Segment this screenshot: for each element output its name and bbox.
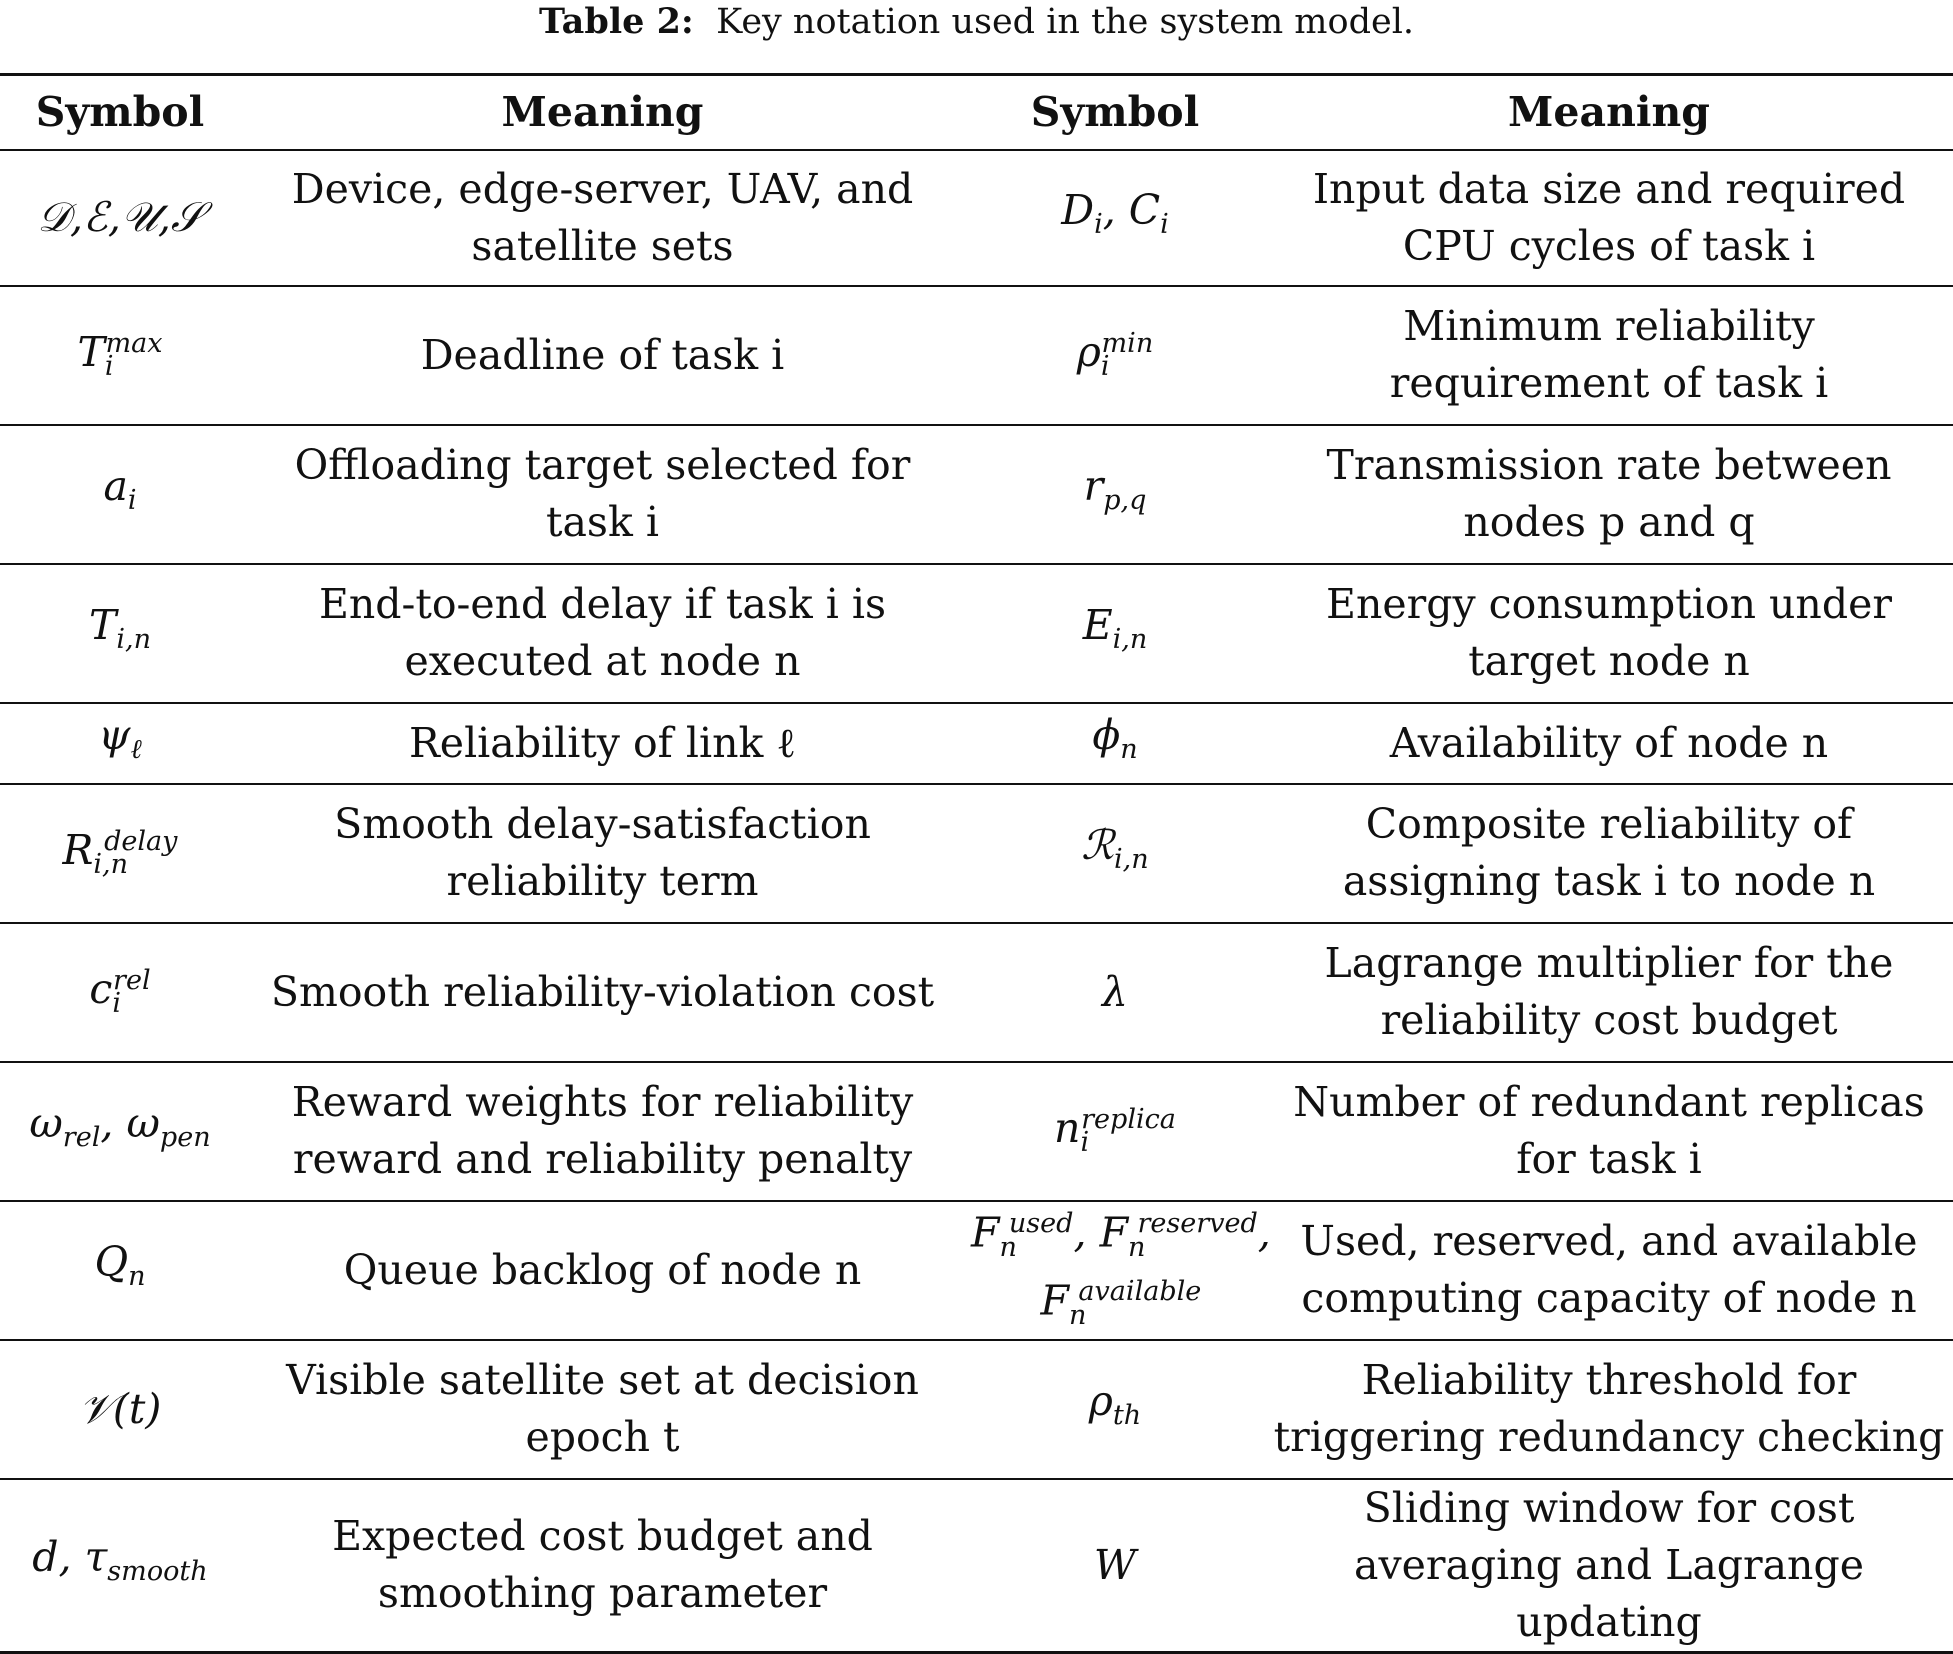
meaning-cell: Reward weights for reliability reward and reliability penalty	[291, 1078, 914, 1183]
math-symbol: 𝒱(t)	[78, 1384, 162, 1433]
table-row	[0, 784, 1953, 923]
table-row	[0, 286, 1953, 425]
math-symbol: $a_i$	[103, 462, 137, 517]
symbol-cell	[965, 1062, 1265, 1201]
table-row	[0, 1201, 1953, 1340]
math-symbol: $\phi_n$	[1092, 711, 1138, 766]
math-symbol: $c_i^{rel}$	[89, 964, 151, 1020]
symbol-cell	[0, 1201, 240, 1340]
math-symbol: $Q_n$	[94, 1238, 146, 1293]
table-caption	[0, 0, 1953, 44]
symbol-cell	[965, 703, 1265, 784]
header-symbol-1: Symbol	[35, 88, 205, 137]
symbol-cell	[0, 784, 240, 923]
math-symbol: $T_{i,n}$	[88, 601, 152, 656]
math-symbol: d, $\tau_{smooth}$	[32, 1533, 208, 1588]
symbol-cell	[965, 564, 1265, 703]
meaning-cell: Deadline of task i	[420, 330, 785, 379]
meaning-cell: End-to-end delay if task i is executed at node n	[318, 580, 887, 685]
meaning-cell: Availability of node n	[1389, 718, 1829, 767]
table-row	[0, 1479, 1953, 1653]
math-symbol: $\rho_i^{min}$	[1076, 327, 1154, 383]
symbol-cell	[0, 923, 240, 1062]
meaning-cell: Input data size and required CPU cycles of task i	[1312, 164, 1906, 270]
table-row	[0, 703, 1953, 784]
symbol-cell	[965, 286, 1265, 425]
symbol-cell	[965, 1479, 1265, 1653]
header-meaning-1: Meaning	[501, 88, 704, 137]
meaning-cell: Sliding window for cost averaging and Lagrange updating	[1354, 1483, 1864, 1646]
math-symbol: 𝒟,ℰ,𝒰,𝒮	[37, 193, 203, 241]
symbol-cell	[0, 150, 240, 286]
table-row	[0, 1062, 1953, 1201]
meaning-cell: Used, reserved, and available computing capacity of node n	[1300, 1217, 1918, 1322]
meaning-cell: Energy consumption under target node n	[1326, 580, 1892, 685]
meaning-cell: Queue backlog of node n	[343, 1245, 862, 1294]
meaning-cell: Reliability threshold for triggering redundancy checking	[1273, 1356, 1945, 1461]
table-row	[0, 923, 1953, 1062]
table-header-row	[0, 75, 1953, 150]
symbol-cell	[0, 286, 240, 425]
table-caption-label: Table 2:	[538, 1, 694, 42]
symbol-cell	[0, 1062, 240, 1201]
math-symbol: $R_{i,n}^{delay}$	[62, 825, 178, 881]
symbol-cell	[0, 1479, 240, 1653]
symbol-cell	[0, 564, 240, 703]
symbol-cell	[965, 923, 1265, 1062]
math-symbol: $E_{i,n}$	[1082, 601, 1148, 656]
meaning-cell: Smooth reliability-violation cost	[270, 967, 935, 1016]
math-symbol: $n_i^{replica}$	[1054, 1103, 1176, 1159]
table-caption-text: Key notation used in the system model.	[716, 2, 1415, 42]
symbol-cell	[0, 1340, 240, 1479]
table-row	[0, 564, 1953, 703]
math-symbol: $\psi_\ell$	[98, 711, 142, 766]
meaning-cell: Visible satellite set at decision epoch t	[286, 1356, 919, 1461]
meaning-cell: Minimum reliability requirement of task i	[1389, 302, 1829, 407]
symbol-cell	[965, 1201, 1271, 1340]
symbol-cell	[0, 703, 240, 784]
table-row	[0, 150, 1953, 286]
math-symbol: λ	[1102, 967, 1128, 1016]
math-symbol: ℛ$_{i,n}$	[1081, 821, 1149, 876]
meaning-cell: Reliability of link ℓ	[408, 718, 797, 767]
table-row	[0, 425, 1953, 564]
symbol-cell	[965, 784, 1265, 923]
symbol-cell	[965, 425, 1265, 564]
math-symbol: $D_i$, $C_i$	[1061, 185, 1169, 241]
notation-table	[0, 73, 1953, 1654]
meaning-cell: Composite reliability of assigning task i to node n	[1342, 800, 1876, 905]
symbol-cell	[965, 150, 1265, 286]
header-meaning-2: Meaning	[1508, 88, 1710, 137]
math-symbol: $\omega_{rel}$, $\omega_{pen}$	[29, 1099, 211, 1154]
math-symbol: $F_n^{used}$, $F_n^{reserved}$, $F_n^{available}$	[971, 1208, 1271, 1331]
math-symbol: W	[1093, 1540, 1137, 1589]
meaning-cell: Offloading target selected for task i	[294, 441, 911, 546]
math-symbol: $T_i^{max}$	[77, 327, 163, 383]
header-symbol-2: Symbol	[1030, 88, 1200, 137]
symbol-cell	[0, 425, 240, 564]
meaning-cell: Device, edge-server, UAV, and satellite sets	[291, 164, 914, 270]
math-symbol: $r_{p,q}$	[1083, 462, 1147, 517]
table-row	[0, 1340, 1953, 1479]
math-symbol: $\rho_{th}$	[1088, 1377, 1142, 1432]
meaning-cell: Expected cost budget and smoothing parameter	[332, 1512, 873, 1617]
meaning-cell: Lagrange multiplier for the reliability cost budget	[1324, 939, 1894, 1044]
meaning-cell: Smooth delay-satisfaction reliability term	[334, 800, 871, 905]
meaning-cell: Number of redundant replicas for task i	[1293, 1078, 1925, 1183]
meaning-cell: Transmission rate between nodes p and q	[1326, 441, 1892, 546]
symbol-cell	[965, 1340, 1265, 1479]
